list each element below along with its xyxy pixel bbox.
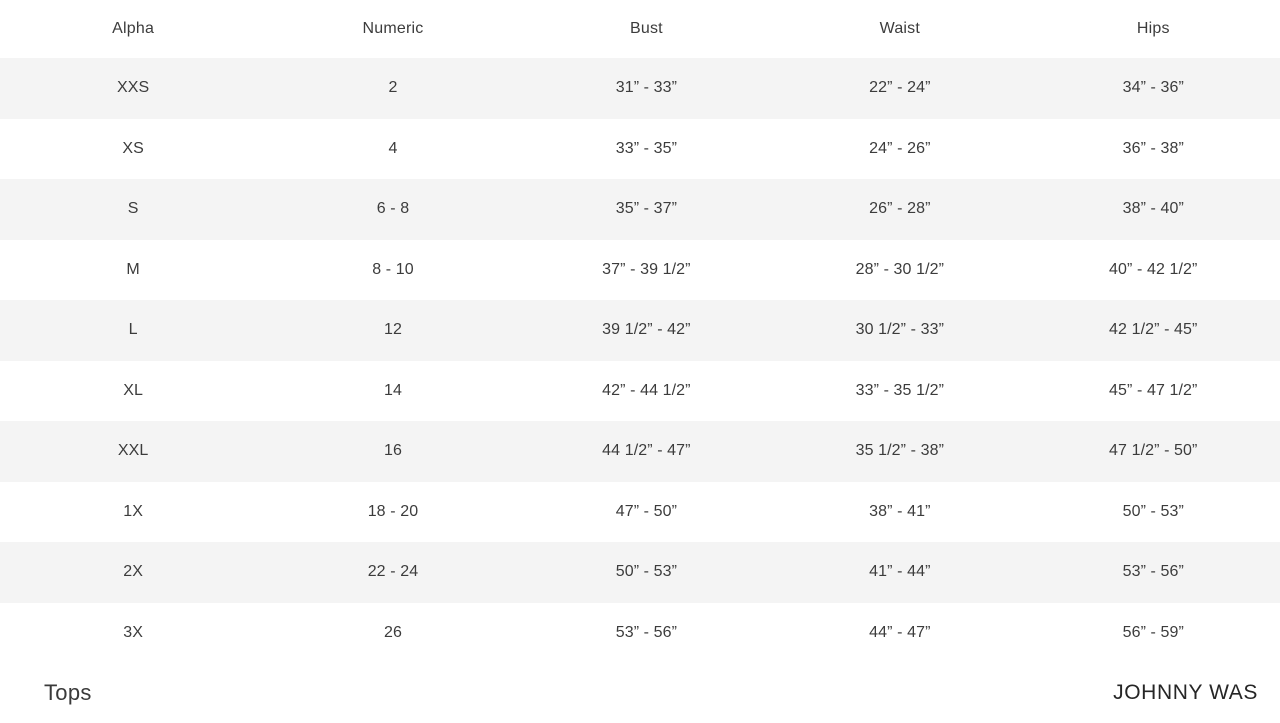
cell-numeric: 22 - 24 bbox=[266, 542, 519, 603]
column-header-waist: Waist bbox=[879, 20, 921, 37]
column-header-bust: Bust bbox=[629, 20, 663, 37]
category-label: Tops bbox=[44, 680, 92, 705]
table-row bbox=[0, 603, 1280, 664]
cell-bust: 37” - 39 1/2” bbox=[520, 240, 773, 301]
cell-alpha: XXL bbox=[0, 421, 266, 482]
cell-waist: 30 1/2” - 33” bbox=[773, 300, 1026, 361]
cell-hips: 56” - 59” bbox=[1027, 603, 1280, 664]
table-row bbox=[0, 58, 1280, 119]
cell-hips: 42 1/2” - 45” bbox=[1027, 300, 1280, 361]
cell-numeric: 6 - 8 bbox=[266, 179, 519, 240]
cell-waist: 22” - 24” bbox=[773, 58, 1026, 119]
cell-alpha: 3X bbox=[0, 603, 266, 664]
table-row bbox=[0, 361, 1280, 422]
cell-numeric: 12 bbox=[266, 300, 519, 361]
cell-waist: 41” - 44” bbox=[773, 542, 1026, 603]
cell-alpha: S bbox=[0, 179, 266, 240]
cell-bust: 47” - 50” bbox=[520, 482, 773, 543]
cell-numeric: 18 - 20 bbox=[266, 482, 519, 543]
cell-waist: 33” - 35 1/2” bbox=[773, 361, 1026, 422]
cell-numeric: 26 bbox=[266, 603, 519, 664]
cell-waist: 24” - 26” bbox=[773, 119, 1026, 180]
cell-hips: 36” - 38” bbox=[1027, 119, 1280, 180]
cell-alpha: 2X bbox=[0, 542, 266, 603]
table-header-row bbox=[0, 0, 1280, 58]
cell-bust: 42” - 44 1/2” bbox=[520, 361, 773, 422]
cell-bust: 44 1/2” - 47” bbox=[520, 421, 773, 482]
cell-alpha: L bbox=[0, 300, 266, 361]
cell-waist: 35 1/2” - 38” bbox=[773, 421, 1026, 482]
table-body bbox=[0, 58, 1280, 663]
cell-waist: 26” - 28” bbox=[773, 179, 1026, 240]
cell-alpha: M bbox=[0, 240, 266, 301]
cell-numeric: 8 - 10 bbox=[266, 240, 519, 301]
cell-numeric: 14 bbox=[266, 361, 519, 422]
column-header-numeric: Numeric bbox=[362, 20, 424, 37]
column-header-alpha: Alpha bbox=[112, 20, 155, 37]
cell-bust: 39 1/2” - 42” bbox=[520, 300, 773, 361]
chart-footer bbox=[0, 663, 1280, 723]
table-row bbox=[0, 482, 1280, 543]
table-row bbox=[0, 421, 1280, 482]
table-header bbox=[0, 0, 1280, 58]
cell-alpha: 1X bbox=[0, 482, 266, 543]
cell-bust: 50” - 53” bbox=[520, 542, 773, 603]
cell-numeric: 16 bbox=[266, 421, 519, 482]
cell-alpha: XXS bbox=[0, 58, 266, 119]
cell-numeric: 4 bbox=[266, 119, 519, 180]
cell-hips: 38” - 40” bbox=[1027, 179, 1280, 240]
table-row bbox=[0, 300, 1280, 361]
cell-bust: 53” - 56” bbox=[520, 603, 773, 664]
cell-hips: 45” - 47 1/2” bbox=[1027, 361, 1280, 422]
cell-hips: 53” - 56” bbox=[1027, 542, 1280, 603]
cell-bust: 35” - 37” bbox=[520, 179, 773, 240]
cell-hips: 47 1/2” - 50” bbox=[1027, 421, 1280, 482]
cell-bust: 33” - 35” bbox=[520, 119, 773, 180]
table-row bbox=[0, 119, 1280, 180]
brand-logo: JOHNNY WAS bbox=[1113, 681, 1258, 704]
column-header-hips: Hips bbox=[1136, 20, 1170, 37]
table-row bbox=[0, 240, 1280, 301]
cell-alpha: XL bbox=[0, 361, 266, 422]
cell-hips: 50” - 53” bbox=[1027, 482, 1280, 543]
cell-numeric: 2 bbox=[266, 58, 519, 119]
cell-waist: 28” - 30 1/2” bbox=[773, 240, 1026, 301]
cell-waist: 44” - 47” bbox=[773, 603, 1026, 664]
cell-bust: 31” - 33” bbox=[520, 58, 773, 119]
cell-waist: 38” - 41” bbox=[773, 482, 1026, 543]
table-row bbox=[0, 179, 1280, 240]
table-row bbox=[0, 542, 1280, 603]
cell-hips: 34” - 36” bbox=[1027, 58, 1280, 119]
cell-alpha: XS bbox=[0, 119, 266, 180]
cell-hips: 40” - 42 1/2” bbox=[1027, 240, 1280, 301]
